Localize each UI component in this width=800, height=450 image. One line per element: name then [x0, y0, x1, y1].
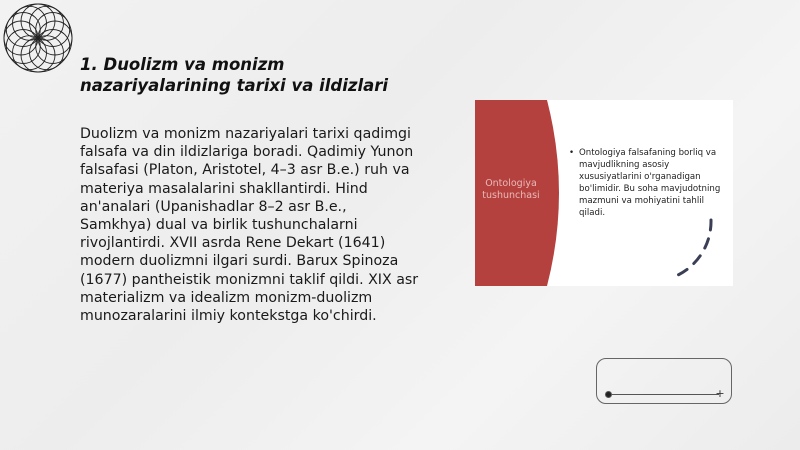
slide-body-text: Duolizm va monizm nazariyalari tarixi qadimgi falsafa va din ildizlariga boradi. Qadimiy Yunon falsafasi (Platon, Aristotel, 4–3 asr B.e.) ruh va materiya masalalarini shakllantirdi. Hind an'analari (Upanishadlar 8–2 asr B.e., Samkhya) dual va birlik tushunchalarni rivojlantirdi. XVII asrda Rene Dekart (1641) modern duolizmni ilgari surdi. Barux Spinoza (1677) pantheistik monizmni taklif qildi. XIX asr materializm va idealizm monizm-duolizm munozaralarini ilmiy kontekstga ko'chirdi.: [80, 126, 419, 325]
thumbnail-panel-label-line-2: tushunchasi: [482, 190, 540, 201]
slide-thumbnail[interactable]: [475, 100, 733, 286]
thumbnail-dashed-arc: [671, 220, 711, 278]
thumbnail-bullet-list: [569, 147, 727, 219]
slide-title-line-2: nazariyalarining tarixi va ildizlari: [80, 76, 389, 95]
thumbnail-bullet: • Ontologiya falsafaning borliq va mavjudlikning asosiy xususiyatlarini o'rganadigan bo'limidir. Bu soha mavjudotning mazmuni va mohiyatini tahlil qiladi.: [569, 147, 727, 219]
slider-track[interactable]: [607, 394, 719, 395]
slide-title: [80, 54, 410, 96]
slider-control[interactable]: [596, 358, 732, 404]
thumbnail-panel-label-line-1: Ontologiya: [485, 178, 537, 189]
rosette-ornament-icon: [0, 0, 80, 80]
thumbnail-panel-label: [475, 178, 547, 202]
slider-knob[interactable]: [605, 391, 612, 398]
plus-icon[interactable]: +: [715, 387, 725, 400]
slide-title-line-1: 1. Duolizm va monizm: [80, 55, 285, 74]
